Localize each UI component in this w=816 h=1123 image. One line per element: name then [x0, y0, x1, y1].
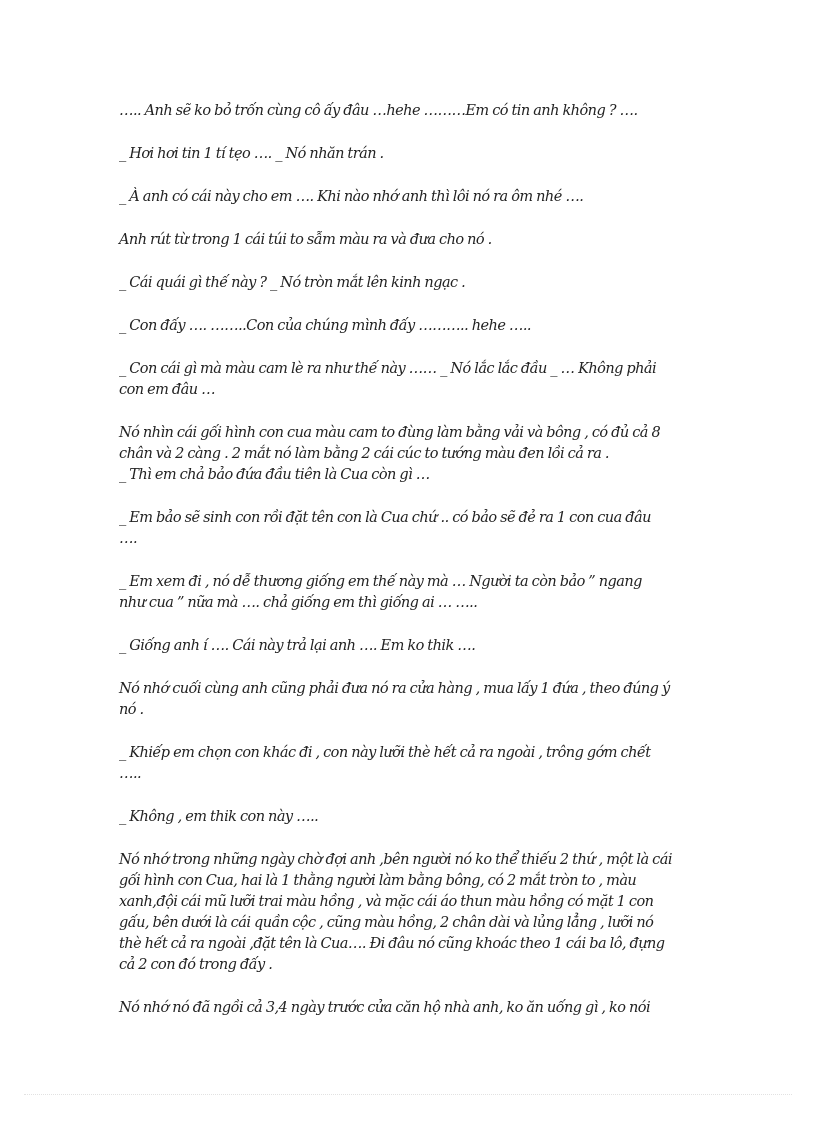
text-line: con em đâu … [119, 382, 216, 398]
text-line: thè hết cả ra ngoài ,đặt tên là Cua…. Đi đâu nó cũng khoác theo 1 cái ba lô, đựng [119, 936, 665, 952]
text-line: Anh rút từ trong 1 cái túi to sẫm màu ra và đưa cho nó . [119, 232, 492, 248]
text-line: gối hình con Cua, hai là 1 thằng người làm bằng bông, có 2 mắt tròn to , màu [119, 873, 637, 889]
paragraph [119, 850, 705, 976]
text-line: như cua ” nữa mà …. chả giống em thì giống ai … ….. [119, 595, 478, 611]
paragraph [119, 998, 705, 1019]
text-line: _ Em xem đi , nó dễ thương giống em thế này mà … Người ta còn bảo ” ngang [119, 574, 642, 590]
paragraph [119, 807, 705, 828]
text-line: Nó nhớ trong những ngày chờ đợi anh ,bên người nó ko thể thiếu 2 thứ , một là cái [119, 852, 672, 868]
paragraph [119, 572, 705, 614]
text-line: _ Khiếp em chọn con khác đi , con này lưỡi thè hết cả ra ngoài , trông gớm chết [119, 745, 651, 761]
text-line: ….. [119, 766, 142, 782]
page-bottom-border [24, 1094, 792, 1095]
text-line: chân và 2 càng . 2 mắt nó làm bằng 2 cái cúc to tướng màu đen lồi cả ra . [119, 446, 609, 462]
paragraph [119, 316, 705, 337]
text-line: Nó nhớ nó đã ngồi cả 3,4 ngày trước cửa căn hộ nhà anh, ko ăn uống gì , ko nói [119, 1000, 651, 1016]
text-line: Nó nhìn cái gối hình con cua màu cam to đùng làm bằng vải và bông , có đủ cả 8 [119, 425, 661, 441]
text-line: _ Hơi hơi tin 1 tí tẹo …. _ Nó nhăn trán . [119, 146, 384, 162]
text-line: gấu, bên dưới là cái quần cộc , cũng màu hồng, 2 chân dài và lủng lẳng , lưỡi nó [119, 915, 654, 931]
text-line: _ Thì em chả bảo đứa đầu tiên là Cua còn gì … [119, 467, 430, 483]
paragraph [119, 743, 705, 785]
paragraph [119, 101, 705, 122]
text-line: …. [119, 531, 138, 547]
text-line: _ Con đấy …. ……..Con của chúng mình đấy ……….. hehe ….. [119, 318, 531, 334]
paragraph [119, 187, 705, 208]
text-line: xanh,đội cái mũ lưỡi trai màu hồng , và mặc cái áo thun màu hồng có mặt 1 con [119, 894, 654, 910]
document-body [119, 101, 705, 1041]
text-line: nó . [119, 702, 144, 718]
text-line: _ Em bảo sẽ sinh con rồi đặt tên con là Cua chứ .. có bảo sẽ đẻ ra 1 con cua đâu [119, 510, 651, 526]
text-line: _ À anh có cái này cho em …. Khi nào nhớ anh thì lôi nó ra ôm nhé …. [119, 189, 584, 205]
paragraph [119, 230, 705, 251]
paragraph [119, 273, 705, 294]
paragraph [119, 679, 705, 721]
text-line: _ Cái quái gì thế này ? _ Nó tròn mắt lên kinh ngạc . [119, 275, 466, 291]
text-line: _ Giống anh í …. Cái này trả lại anh …. Em ko thik …. [119, 638, 476, 654]
text-line: ….. Anh sẽ ko bỏ trốn cùng cô ấy đâu …hehe ………Em có tin anh không ? …. [119, 103, 638, 119]
paragraph [119, 359, 705, 401]
paragraph [119, 144, 705, 165]
text-line: Nó nhớ cuối cùng anh cũng phải đưa nó ra cửa hàng , mua lấy 1 đứa , theo đúng ý [119, 681, 670, 697]
text-line: cả 2 con đó trong đấy . [119, 957, 273, 973]
paragraph [119, 636, 705, 657]
text-line: _ Không , em thik con này ….. [119, 809, 319, 825]
text-line: _ Con cái gì mà màu cam lè ra như thế này …… _ Nó lắc lắc đầu _ … Không phải [119, 361, 657, 377]
paragraph [119, 508, 705, 550]
paragraph [119, 423, 705, 486]
